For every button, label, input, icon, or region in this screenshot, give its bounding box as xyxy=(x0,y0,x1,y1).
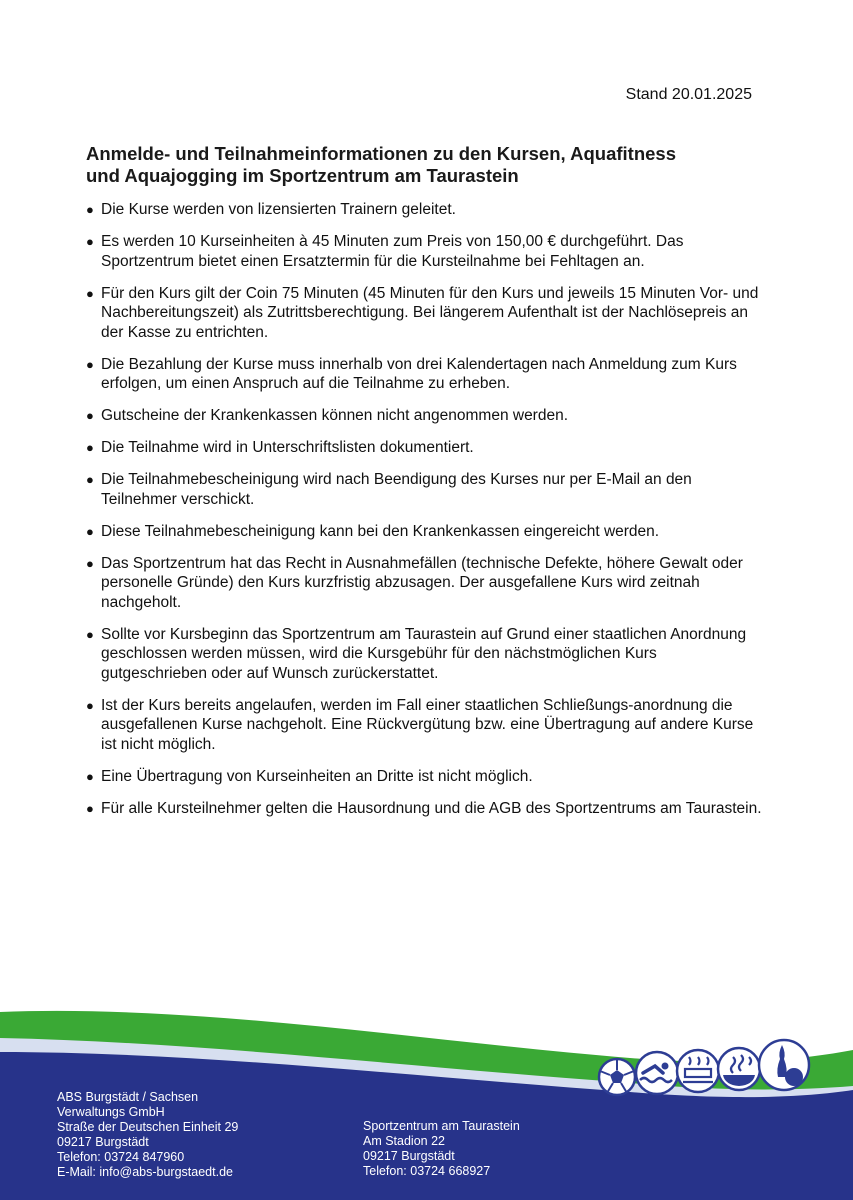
list-item xyxy=(86,200,766,220)
footer-company-line: 09217 Burgstädt xyxy=(57,1135,149,1149)
list-item-text: Das Sportzentrum hat das Recht in Ausnahmefällen (technische Defekte, höhere Gewalt oder personelle Gründe) den Kurs kurzfristig abzusagen. Der ausgefallene Kurs wird zeitnah nachgeholt. xyxy=(101,554,743,611)
bullet-icon: ● xyxy=(86,697,94,713)
list-item-text: Sollte vor Kursbeginn das Sportzentrum am Taurastein auf Grund einer staatlichen Anordnung geschlossen werden müssen, wird die Kursgebühr für den nächstmöglichen Kurs gutgeschrieben oder auf Wunsch zurückerstattet. xyxy=(101,625,747,682)
footer-address-sportzentrum xyxy=(363,1119,520,1179)
soccer-ball-icon xyxy=(599,1059,635,1095)
swimmer-icon xyxy=(636,1052,678,1094)
list-item xyxy=(86,554,766,613)
footer-venue-line: Sportzentrum am Taurastein xyxy=(363,1119,520,1133)
list-item xyxy=(86,232,766,271)
bullet-icon: ● xyxy=(86,800,94,816)
bullet-icon: ● xyxy=(86,408,94,423)
bullet-icon: ● xyxy=(86,523,94,539)
sport-icons xyxy=(597,1035,827,1103)
footer-address-company xyxy=(57,1090,238,1180)
footer-venue-line: Telefon: 03724 668927 xyxy=(363,1164,491,1178)
bowling-icon xyxy=(759,1040,809,1090)
footer-company-line: Verwaltungs GmbH xyxy=(57,1105,165,1119)
bullet-icon: ● xyxy=(86,234,94,249)
list-item xyxy=(86,470,766,509)
list-item xyxy=(86,799,766,819)
bullet-icon: ● xyxy=(86,202,94,217)
footer-company-line: ABS Burgstädt / Sachsen xyxy=(57,1090,199,1104)
list-item-text: Diese Teilnahmebescheinigung kann bei den Krankenkassen eingereicht werden. xyxy=(101,522,660,540)
steam-bowl-icon xyxy=(718,1048,760,1090)
list-item-text: Für alle Kursteilnehmer gelten die Hausordnung und die AGB des Sportzentrums am Taurastein. xyxy=(101,799,762,817)
list-item-text: Es werden 10 Kurseinheiten à 45 Minuten zum Preis von 150,00 € durchgeführt. Das Sportzentrum bietet einen Ersatztermin für die Kursteilnahme bei Fehltagen an. xyxy=(101,233,684,270)
bullet-icon: ● xyxy=(86,626,94,642)
list-item-text: Eine Übertragung von Kurseinheiten an Dritte ist nicht möglich. xyxy=(101,767,533,785)
list-item xyxy=(86,522,766,542)
footer-company-email[interactable]: E-Mail: info@abs-burgstaedt.de xyxy=(57,1165,233,1179)
document-title xyxy=(86,143,766,187)
bullet-icon: ● xyxy=(86,356,94,372)
date-stamp: Stand 20.01.2025 xyxy=(625,86,752,103)
sauna-icon xyxy=(677,1050,719,1092)
list-item-text: Die Bezahlung der Kurse muss innerhalb von drei Kalendertagen nach Anmeldung zum Kurs erfolgen, um einen Anspruch auf die Teilnahme zu erheben. xyxy=(101,355,737,392)
list-item xyxy=(86,284,766,343)
list-item xyxy=(86,355,766,394)
footer-venue-line: 09217 Burgstädt xyxy=(363,1149,455,1163)
bullet-icon: ● xyxy=(86,472,94,487)
list-item xyxy=(86,406,766,426)
list-item-text: Gutscheine der Krankenkassen können nicht angenommen werden. xyxy=(101,407,569,424)
list-item-text: Die Kurse werden von lizensierten Trainern geleitet. xyxy=(101,201,456,218)
list-item xyxy=(86,696,766,755)
bullet-icon: ● xyxy=(86,440,94,455)
list-item-text: Die Teilnahme wird in Unterschriftslisten dokumentiert. xyxy=(101,439,474,456)
list-item-text: Die Teilnahmebescheinigung wird nach Beendigung des Kurses nur per E-Mail an den Teilnehmer verschickt. xyxy=(101,471,692,508)
footer-company-line: Telefon: 03724 847960 xyxy=(57,1150,185,1164)
title-line-2: und Aquajogging im Sportzentrum am Taurastein xyxy=(86,165,519,186)
list-item xyxy=(86,625,766,684)
list-item xyxy=(86,438,766,458)
info-list xyxy=(86,200,766,831)
list-item-text: Ist der Kurs bereits angelaufen, werden im Fall einer staatlichen Schließungs-anordnung die ausgefallenen Kurse nachgeholt. Eine Rückvergütung bzw. eine Übertragung auf andere Kurse ist nicht möglich. xyxy=(101,696,754,753)
bullet-icon: ● xyxy=(86,768,94,784)
list-item xyxy=(86,767,766,787)
title-line-1: Anmelde- und Teilnahmeinformationen zu den Kursen, Aquafitness xyxy=(86,143,676,164)
footer-company-line: Straße der Deutschen Einheit 29 xyxy=(57,1120,239,1134)
list-item-text: Für den Kurs gilt der Coin 75 Minuten (45 Minuten für den Kurs und jeweils 15 Minuten Vor- und Nachbereitungszeit) als Zutrittsberechtigung. Bei längerem Aufenthalt ist der Nachlösepreis an der Kasse zu entrichten. xyxy=(101,284,759,341)
bullet-icon: ● xyxy=(86,555,94,571)
footer-venue-line: Am Stadion 22 xyxy=(363,1134,445,1148)
bullet-icon: ● xyxy=(86,285,94,301)
